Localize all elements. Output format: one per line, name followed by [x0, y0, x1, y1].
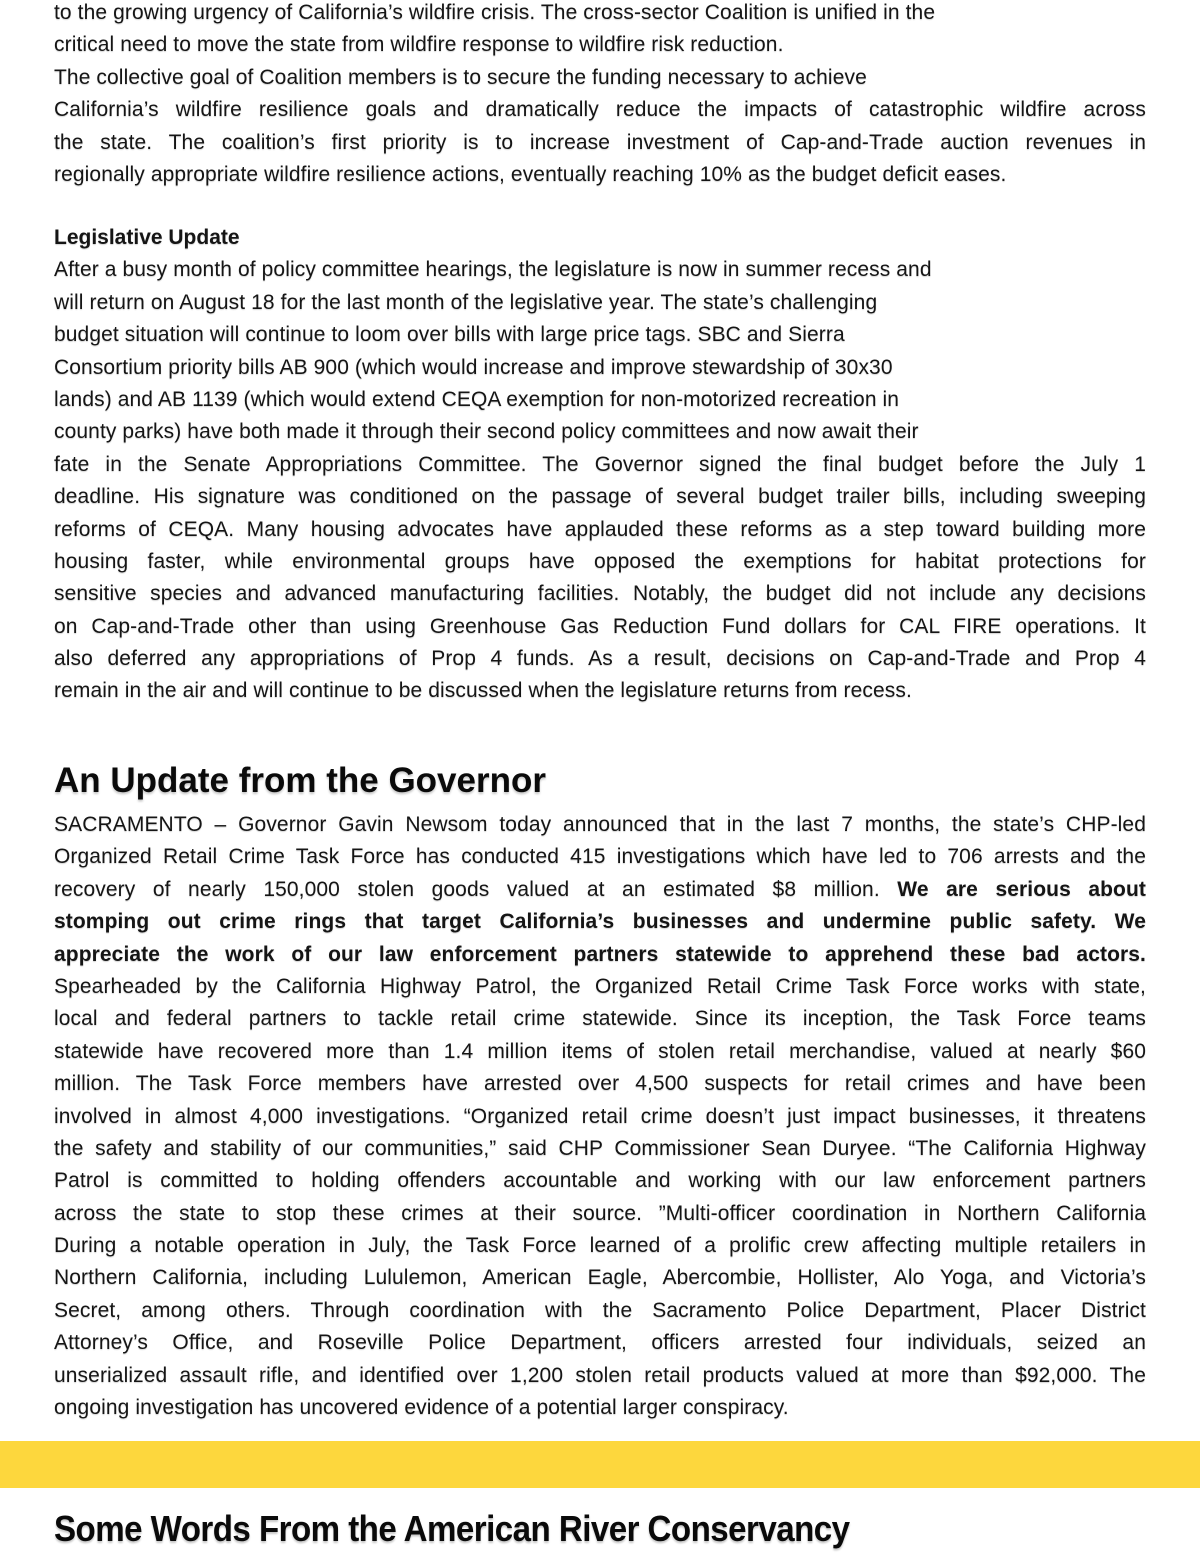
text-line: regionally appropriate wildfire resilience actions, eventually reaching 10% as the budget deficit eases.: [54, 162, 1007, 186]
text-line: [54, 971, 1146, 1003]
text-line: Consortium priority bills AB 900 (which would increase and improve stewardship of 30x30: [54, 355, 893, 379]
body-text: million. The Task Force members have arrested over 4,500 suspects for retail crimes and have been: [54, 1072, 1146, 1096]
text-line: California’s wildfire resilience goals and dramatically reduce the impacts of catastrophic wildfire across: [54, 98, 1146, 122]
text-line: county parks) have both made it through their second policy committees and now await their: [54, 420, 919, 444]
section-divider-band: [0, 1441, 1200, 1488]
body-text: Northern California, including Lululemon, American Eagle, Abercombie, Hollister, Alo Yoga, and Victoria’s: [54, 1266, 1146, 1290]
text-line: [54, 1036, 1146, 1068]
body-text: local and federal partners to tackle retail crime statewide. Since its inception, the Task Force teams: [54, 1007, 1146, 1031]
text-line: [54, 1003, 1146, 1035]
body-text: the safety and stability of our communities,” said CHP Commissioner Sean Duryee. “The California Highway: [54, 1136, 1146, 1160]
body-text: SACRAMENTO – Governor Gavin Newsom today announced that in the last 7 months, the state’s CHP-led: [54, 813, 1146, 836]
text-line: [54, 809, 1146, 841]
body-text: During a notable operation in July, the Task Force learned of a prolific crew affecting multiple retailers in: [54, 1234, 1146, 1258]
governor-update-heading: An Update from the Governor: [54, 761, 546, 800]
body-text: involved in almost 4,000 investigations. “Organized retail crime doesn’t just impact businesses, it threatens: [54, 1104, 1146, 1128]
governor-update-paragraph: [54, 809, 1146, 1424]
text-line: lands) and AB 1139 (which would extend CEQA exemption for non-motorized recreation in: [54, 387, 900, 411]
text-line: [54, 939, 1146, 971]
body-text: unserialized assault rifle, and identified over 1,200 stolen retail products valued at more than $92,000. The: [54, 1363, 1146, 1387]
text-line: sensitive species and advanced manufacturing facilities. Notably, the budget did not include any decisions: [54, 582, 1146, 606]
text-line: [54, 906, 1146, 938]
text-line: will return on August 18 for the last month of the legislative year. The state’s challenging: [54, 290, 878, 314]
text-line: deadline. His signature was conditioned on the passage of several budget trailer bills, including sweeping: [54, 485, 1146, 509]
body-text: recovery of nearly 150,000 stolen goods valued at an estimated $8 million.: [54, 877, 898, 901]
text-line: [54, 1133, 1146, 1165]
text-line: housing faster, while environmental groups have opposed the exemptions for habitat protections for: [54, 549, 1146, 573]
body-text: Patrol is committed to holding offenders accountable and working with our law enforcement partners: [54, 1169, 1146, 1193]
text-line: [54, 1101, 1146, 1133]
text-line: [54, 1392, 1146, 1424]
legislative-update-section: [54, 222, 1146, 708]
text-line: The collective goal of Coalition members is to secure the funding necessary to achieve: [54, 65, 867, 89]
text-line: the state. The coalition’s first priority is to increase investment of Cap-and-Trade auction revenues in: [54, 130, 1146, 154]
text-line: on Cap-and-Trade other than using Greenhouse Gas Reduction Fund dollars for CAL FIRE operations. It: [54, 614, 1146, 638]
legislative-update-heading: Legislative Update: [54, 226, 240, 249]
text-line: reforms of CEQA. Many housing advocates have applauded these reforms as a step toward building more: [54, 517, 1146, 541]
body-text: ongoing investigation has uncovered evidence of a potential larger conspiracy.: [54, 1396, 789, 1420]
text-line: [54, 1068, 1146, 1100]
text-line: [54, 874, 1146, 906]
text-line: [54, 1295, 1146, 1327]
text-line: [54, 1327, 1146, 1359]
text-line: to the growing urgency of California’s wildfire crisis. The cross-sector Coalition is unified in the: [54, 1, 936, 24]
text-line: remain in the air and will continue to be discussed when the legislature returns from recess.: [54, 679, 912, 703]
coalition-paragraph: [54, 0, 1146, 191]
bold-quote-text: We are serious about: [897, 877, 1146, 901]
bold-quote-text: stomping out crime rings that target California’s businesses and undermine public safety. We: [54, 910, 1146, 934]
text-line: [54, 1230, 1146, 1262]
text-line: budget situation will continue to loom over bills with large price tags. SBC and Sierra: [54, 323, 845, 347]
text-line: critical need to move the state from wildfire response to wildfire risk reduction.: [54, 33, 784, 57]
american-river-conservancy-heading: Some Words From the American River Conservancy: [54, 1508, 850, 1549]
body-text: Attorney’s Office, and Roseville Police Department, officers arrested four individuals, seized an: [54, 1331, 1146, 1355]
body-text: Organized Retail Crime Task Force has conducted 415 investigations which have led to 706 arrests and the: [54, 845, 1146, 869]
text-line: [54, 841, 1146, 873]
text-line: [54, 1165, 1146, 1197]
text-line: After a busy month of policy committee hearings, the legislature is now in summer recess and: [54, 258, 932, 282]
body-text: Secret, among others. Through coordination with the Sacramento Police Department, Placer District: [54, 1298, 1146, 1322]
body-text: Spearheaded by the California Highway Patrol, the Organized Retail Crime Task Force works with state,: [54, 974, 1146, 998]
text-line: [54, 1198, 1146, 1230]
bold-quote-text: appreciate the work of our law enforcement partners statewide to apprehend these bad actors.: [54, 942, 1146, 966]
text-line: [54, 1262, 1146, 1294]
body-text: statewide have recovered more than 1.4 million items of stolen retail merchandise, valued at nearly $60: [54, 1039, 1146, 1063]
text-line: [54, 1360, 1146, 1392]
text-line: also deferred any appropriations of Prop 4 funds. As a result, decisions on Cap-and-Trade and Prop 4: [54, 647, 1146, 671]
body-text: across the state to stop these crimes at their source. ”Multi-officer coordination in Northern California: [54, 1201, 1146, 1225]
text-line: fate in the Senate Appropriations Committee. The Governor signed the final budget before the July 1: [54, 452, 1146, 476]
legislative-update-paragraph: [54, 254, 1146, 707]
